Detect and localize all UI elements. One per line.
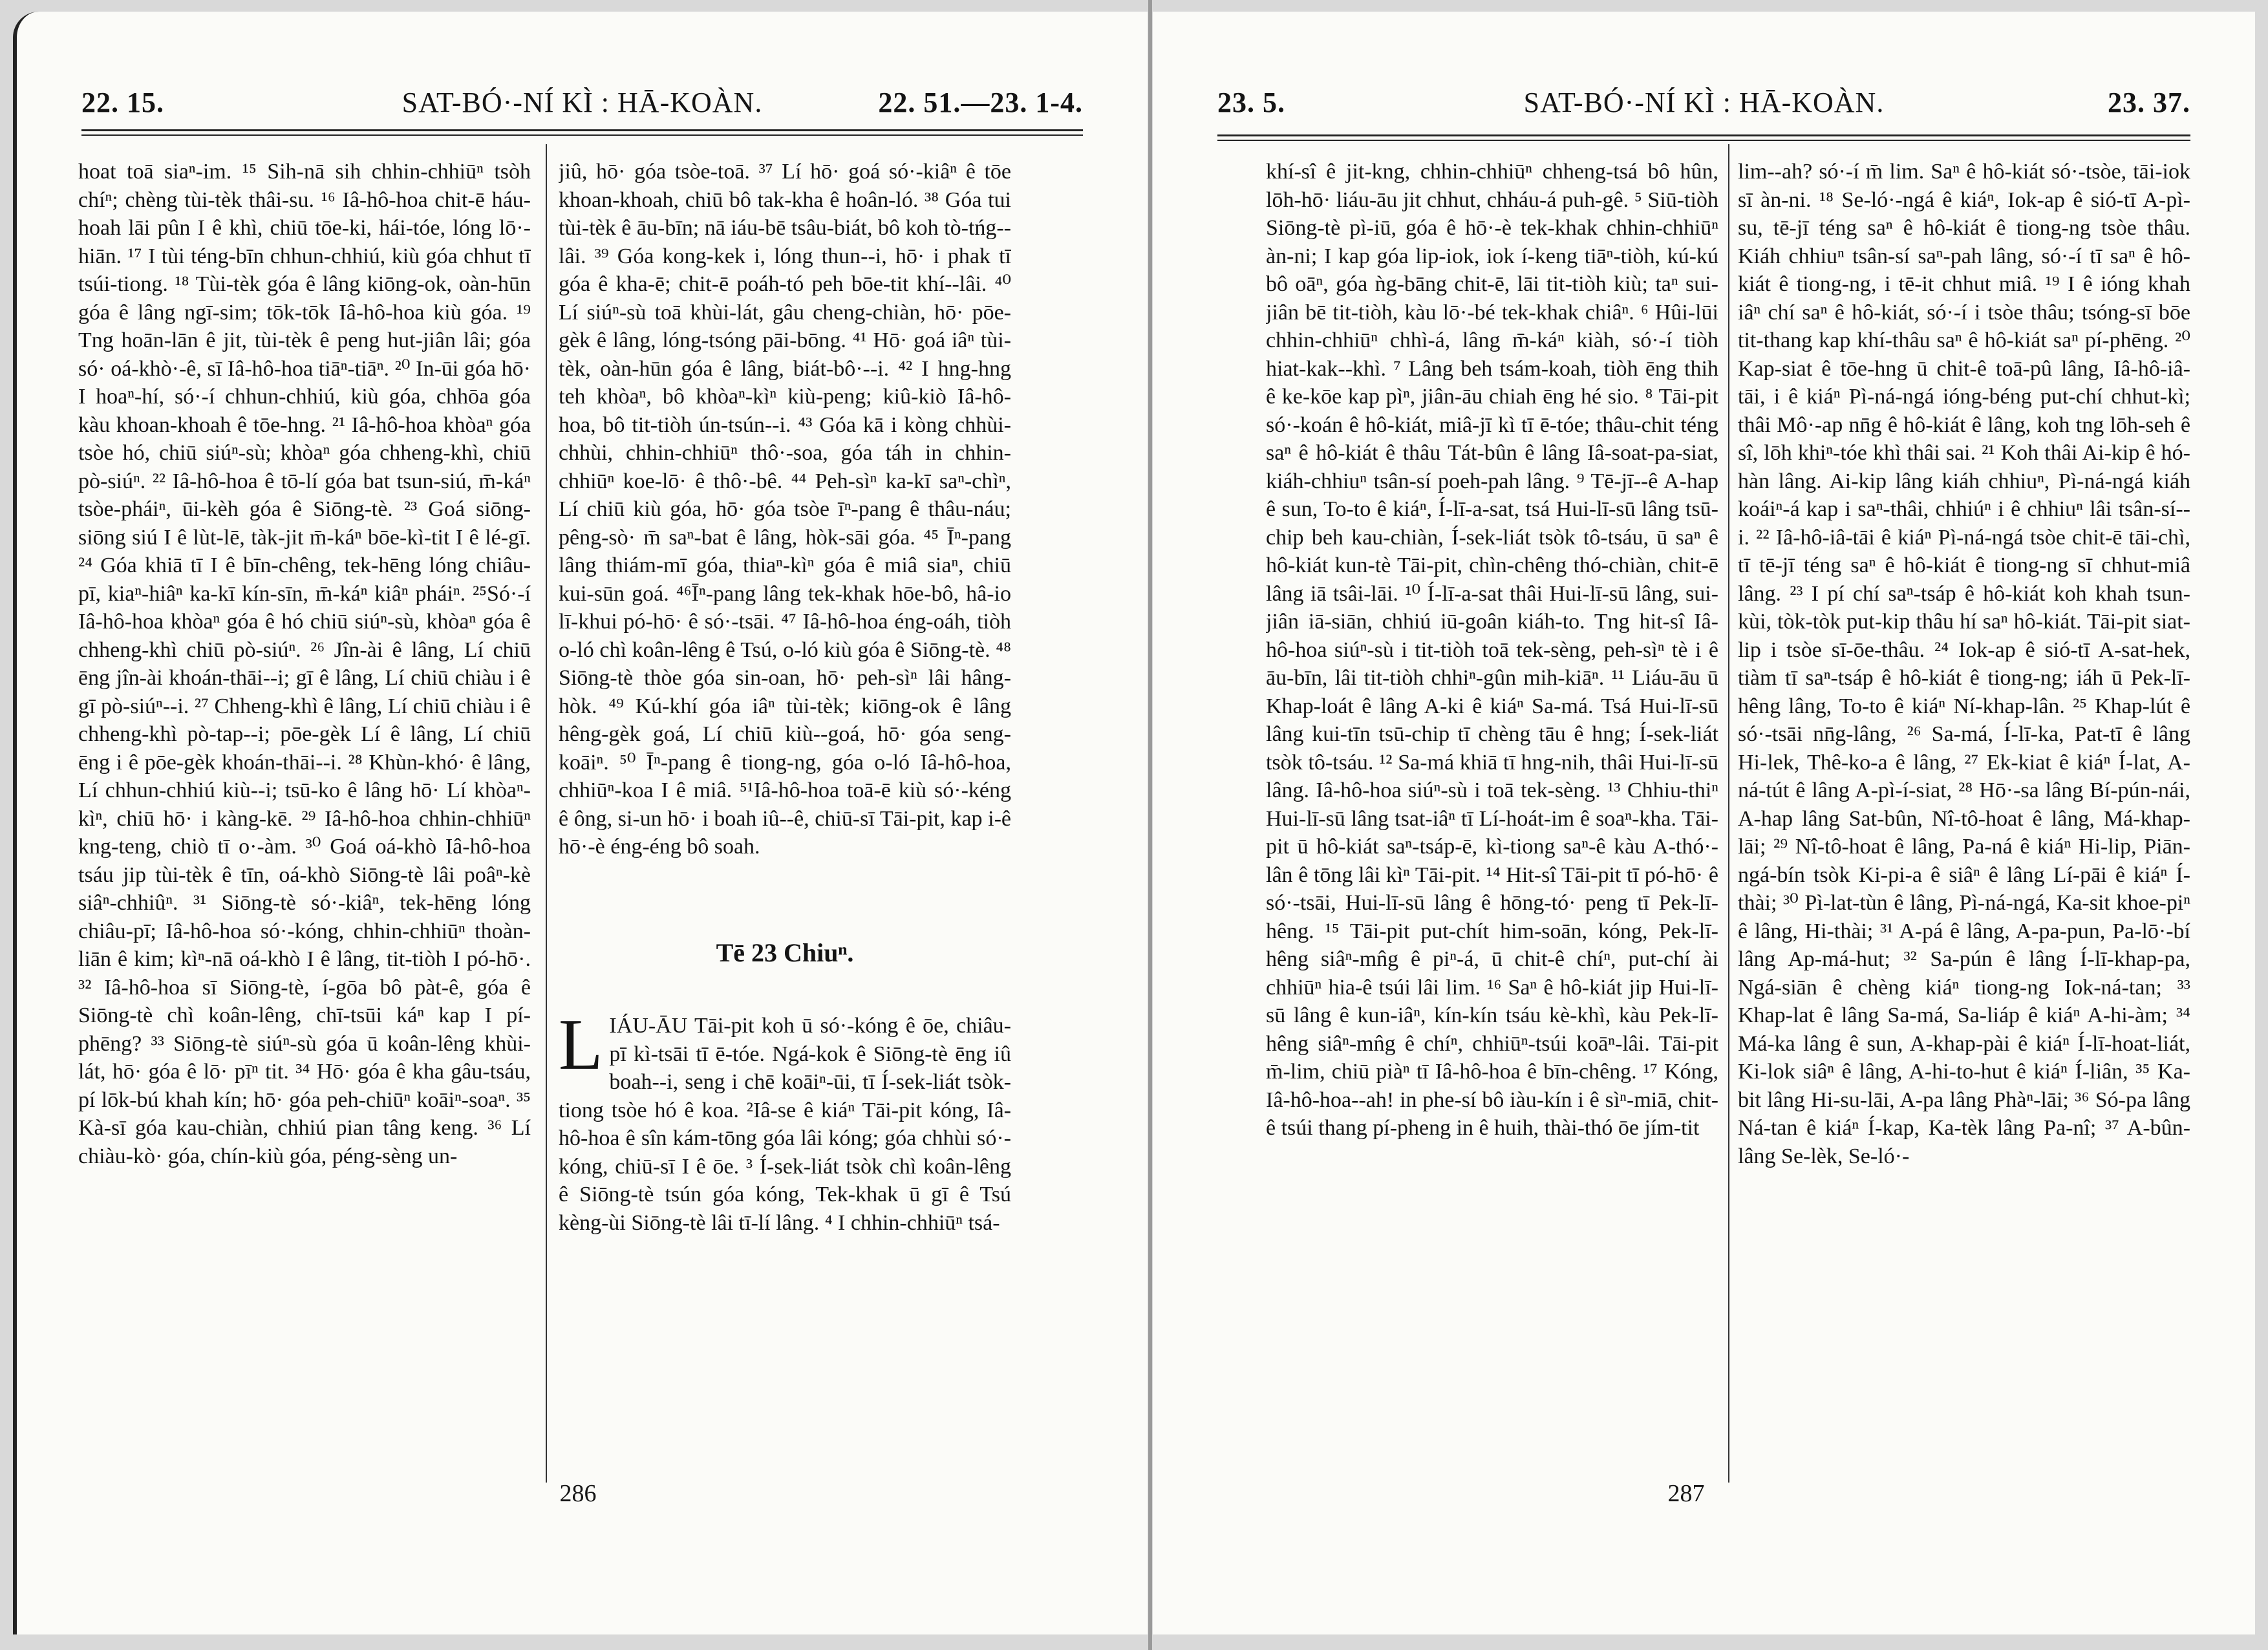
chapter-23-opening: IÁU-ĀU Tāi-pit koh ū só·-kóng ê ōe, chiâu-pī kì-tsāi tī ē-tóe. Ngá-kok ê Siōng-tè ēng iû boah--i, seng i chē koāiⁿ-ūi, tī Í-sek-liát tsòk-tiong tsòe hó ê koa. ²Iâ-se ê kiáⁿ Tāi-pit kóng, Iâ-hô-hoa ê sîn kám-tōng góa lâi kóng; góa chhùi só·-kóng, chiū-sī I ê ōe. ³ Í-sek-liát tsòk chì koân-lêng ê Siōng-tè tsún góa kóng, Tek-khak ū gī ê Tsú kèng-ùi Siōng-tè lâi tī-lí lâng. ⁴ I chhin-chhiūⁿ tsá- xyxy=(559,1014,1011,1235)
right-column-2-text: lim--ah? só·-í m̄ lim. Saⁿ ê hô-kiát só·-tsòe, tāi-iok sī àn-ni. ¹⁸ Se-ló·-ngá ê kiáⁿ, Iok-ap ê sió-tī A-pì-su, tē-jī téng saⁿ ê hô-kiát ê tiong-ng tsòe thâu. Kiáh chhiuⁿ tsân-sí saⁿ-pah lâng, só·-í tī saⁿ ê hô-kiát ê tiong-ng, i tē-it chhut miâ. ¹⁹ I ê ióng khah iâⁿ chí saⁿ ê hô-kiát, só·-í i tsòe thâu; tsóng-sī bōe tit-thang kap khí-thâu saⁿ ê hô-kiát saⁿ pí-phēng. ²⁰ Kap-siat ê tōe-hng ū chit-ê toā-pû lâng, Iâ-hô-iâ-tāi, i ê kiáⁿ Pì-ná-ngá ióng-béng put-chí chhut-kì; thâi Mô·-ap nn̄g ê hô-kiát ê lâng, koh tng lōh-seh ê sî, lōh khiⁿ-tóe khì thâi sai. ²¹ Koh thâi Ai-kip ê hó-hàn lâng. Ai-kip lâng kiáh chhiuⁿ, Pì-ná-ngá kiáh koáiⁿ-á kap i saⁿ-thâi, chhiúⁿ i ê chhiuⁿ lâi tsân-sí--i. ²² Iâ-hô-iâ-tāi ê kiáⁿ Pì-ná-ngá tsòe chit-ē tāi-chì, tī tē-jī téng saⁿ ê hô-kiát ê tiong-ng sī chhut-miâ lâng. ²³ I pí chí saⁿ-tsáp ê hô-kiát koh khah tsun-kùi, tòk-tòk put-kip thâu hí saⁿ hô-kiát. Tāi-pit siat-lip i tsòe sī-ōe-thâu. ²⁴ Iok-ap ê sió-tī A-sat-hek, tiàm tī saⁿ-tsáp ê hô-kiát ê tiong-ng; iáh ū Pek-lī-hêng lâng, To-to ê kiáⁿ Ní-khap-lân. ²⁵ Khap-lút ê só·-tsāi nn̄g-lâng, ²⁶ Sa-má, Í-lī-ka, Pat-tī ê lâng Hi-lek, Thê-ko-a ê lâng, ²⁷ Ek-kiat ê kiáⁿ Í-lat, A-ná-tút ê lâng A-pì-í-siat, ²⁸ Hō·-sa lâng Bí-pún-nái, A-hap lâng Sat-bûn, Nî-tô-hoat ê lâng, Má-khap-lāi; ²⁹ Nî-tô-hoat ê lâng, Pa-ná ê kiáⁿ Hi-lip, Piān-ngá-bín tsòk Ki-pi-a ê siâⁿ ê lâng Lí-pāi ê kiáⁿ Í-thài; ³⁰ Pì-lat-tùn ê lâng, Pì-ná-ngá, Ka-sit khoe-piⁿ ê lâng, Hi-thài; ³¹ A-pá ê lâng, A-pa-pun, Pa-lō·-bí lâng Ap-má-hut; ³² Sa-pún ê lâng Í-lī-khap-pa, Ngá-siān ê chèng kiáⁿ tiong-ng Iok-ná-tan; ³³ Khap-lat ê lâng Sa-má, Sa-liáp ê kiáⁿ A-hi-àm; ³⁴ Má-ka lâng ê sun, A-khap-pài ê kiáⁿ Í-lī-hoat-liát, Ki-lok siâⁿ ê lâng, A-hi-to-hut ê kiáⁿ Í-liân, ³⁵ Ka-bit lâng Hi-su-lāi, A-pa lâng Phàⁿ-lāi; ³⁶ Só-pa lâng Ná-tan ê kiáⁿ Í-kap, Ka-tèk lâng Pa-nî; ³⁷ A-bûn-lâng Se-lèk, Se-ló·- xyxy=(1738,160,2190,1168)
left-header-rule xyxy=(81,129,1083,131)
left-column-2 xyxy=(559,158,1011,1477)
chapter-heading: Tē 23 Chiuⁿ. xyxy=(716,938,854,967)
right-column-2 xyxy=(1738,158,2190,1477)
right-header-reference-end: 23. 37. xyxy=(2108,87,2190,118)
right-column-divider xyxy=(1728,144,1729,1483)
left-header-rule-thin xyxy=(81,134,1083,136)
right-header-title: SAT-BÓ·-NÍ KÌ : HĀ-KOÀN. xyxy=(1523,87,1885,118)
right-header-rule-thin xyxy=(1217,140,2190,141)
left-running-header xyxy=(81,79,1083,124)
left-column-2-text-b xyxy=(559,1005,1011,1237)
left-column-2-text-a: jiû, hō· góa tsòe-toā. ³⁷ Lí hō· goá só·-kiâⁿ ê tōe khoan-khoah, chiū bô tak-kha ê hoân-ló. ³⁸ Góa tui tùi-tèk ê āu-bīn; nā iáu-bē tsâu-biát, bô koh tò-tńg--lâi. ³⁹ Góa kong-kek i, lóng thun--i, hō· i phak tī góa ê kha-ē; chit-ē poáh-tó peh bōe-tit khí--lâi. ⁴⁰ Lí siúⁿ-sù toā khùi-lát, gâu cheng-chiàn, hō· pōe-gèk ê lâng, lóng-tsóng pāi-bōng. ⁴¹ Hō· goá iâⁿ tùi-tèk, oàn-hūn góa ê lâng, biát-bô·--i. ⁴² I hng-hng teh khòaⁿ, bô khòaⁿ-kìⁿ kiù-peng; kiû-kiò Iâ-hô-hoa, bô tit-tiòh ún-tsún--i. ⁴³ Góa kā i kòng chhùi-chhùi, chhin-chhiūⁿ thô·-soa, góa táh in chhin-chhiūⁿ koe-lō· ê thô·-bê. ⁴⁴ Peh-sìⁿ ka-kī saⁿ-chìⁿ, Lí chiū kiù góa, hō· góa tsòe īⁿ-pang ê thâu-náu; pêng-sò· m̄ saⁿ-bat ê lâng, hòk-sāi góa. ⁴⁵ Īⁿ-pang lâng thiám-mī góa, thiaⁿ-kìⁿ góa ê miâ siaⁿ, chiū kui-sūn goá. ⁴⁶Īⁿ-pang lâng tek-khak hōe-bô, hâ-io lī-khui pó-hō· ê só·-tsāi. ⁴⁷ Iâ-hô-hoa éng-oáh, tiòh o-ló chì koân-lêng ê Tsú, o-ló kiù góa ê Siōng-tè. ⁴⁸ Siōng-tè thòe góa sin-oan, hō· peh-sìⁿ lâi hâng-hòk. ⁴⁹ Kú-khí góa iâⁿ tùi-tèk; kiōng-ok ê lâng hêng-gèk goá, Lí chiū kiù--goá, hō· góa seng-koāiⁿ. ⁵⁰ Īⁿ-pang ê tiong-ng, góa o-ló Iâ-hô-hoa, chhiūⁿ-koa I ê miâ. ⁵¹Iâ-hô-hoa toā-ē kiù só·-kéng ê ông, si-un hō· i boah iû--ê, chiū-sī Tāi-pit, kap i-ê hō·-è éng-éng bô soah. xyxy=(559,160,1011,859)
drop-cap: L xyxy=(559,1005,603,1085)
left-page-number: 286 xyxy=(559,1480,597,1507)
left-column-1 xyxy=(78,158,531,1477)
right-running-header xyxy=(1217,79,2190,124)
book-gutter xyxy=(1148,0,1152,1650)
right-column-1-text: khí-sî ê jit-kng, chhin-chhiūⁿ chheng-tsá bô hûn, lōh-hō· liáu-āu jit chhut, chháu-á puh-gê. ⁵ Siū-tiòh Siōng-tè pì-iū, góa ê hō·-è tek-khak chhin-chhiūⁿ àn-ni; I kap góa lip-iok, iok í-keng tiāⁿ-tiòh, kú-kú bô oāⁿ, góa ǹg-bāng chit-ē, lāi tit-tiòh kiù; taⁿ sui-jiân bē tit-tiòh, kàu lō·-bé tek-khak chiâⁿ. ⁶ Hûi-lūi chhin-chhiūⁿ chhì-á, lâng m̄-káⁿ kiàh, só·-í tiòh hiat-kak--khì. ⁷ Lâng beh tsám-koah, tiòh ēng thih ê ke-kōe kap pìⁿ, jiân-āu chiah ēng hé sio. ⁸ Tāi-pit só·-koán ê hô-kiát, miâ-jī kì tī ē-tóe; thâu-chit téng saⁿ ê hô-kiát ê thâu Tát-bûn ê lâng Iâ-soat-pa-siat, kiáh-chhiuⁿ tsân-sí poeh-pah lâng. ⁹ Tē-jī--ê A-hap ê sun, To-to ê kiáⁿ, Í-lī-a-sat, tsá Hui-lī-sū lâng tsū-chip beh kau-chiàn, Í-sek-liát tsòk tô-tsáu, ū saⁿ ê hô-kiát kun-tè Tāi-pit, chìn-chêng thó-chiàn, chit-ē lâng iā tsâi-lāi. ¹⁰ Í-lī-a-sat thâi Hui-lī-sū lâng, sui-jiân iā-siān, chhiú iū-goân kiáh-to. Tng hit-sî Iâ-hô-hoa siúⁿ-sù i tit-tiòh toā tek-sèng, peh-sìⁿ tè i ê āu-bīn, lâi tit-tiòh chhiⁿ-gûn mih-kiāⁿ. ¹¹ Liáu-āu ū Khap-loát ê lâng A-ki ê kiáⁿ Sa-má. Tsá Hui-lī-sū lâng kui-tīn tsū-chip tī chèng tāu ê hng; Í-sek-liát tsòk tô-tsáu. ¹² Sa-má khiā tī hng-nih, thâi Hui-lī-sū lâng. Iâ-hô-hoa siúⁿ-sù i toā tek-sèng. ¹³ Chhiu-thiⁿ Hui-lī-sū lâng tsat-iâⁿ tī Lí-hoát-im ê soaⁿ-kha. Tāi-pit ū hô-kiát saⁿ-tsáp-ē, kì-tiong saⁿ-ê kàu A-thó·-lân ê tōng lâi kìⁿ Tāi-pit. ¹⁴ Hit-sî Tāi-pit tī pó-hō· ê só·-tsāi, Hui-lī-sū lâng ê hōng-tó· peng tī Pek-lī-hêng. ¹⁵ Tāi-pit put-chít him-soān, kóng, Pek-lī-hêng siâⁿ-mn̂g ê piⁿ-á, ū chit-ê chíⁿ, put-chí ài chhiūⁿ hia-ê tsúi lâi lim. ¹⁶ Saⁿ ê hô-kiát jip Hui-lī-sū lâng ê kun-iâⁿ, kín-kín tsáu kè-khì, kàu Pek-lī-hêng siâⁿ-mn̂g ê chíⁿ, chhiūⁿ-tsúi koāⁿ-lâi. Tāi-pit m̄-lim, chiū piàⁿ tī Iâ-hô-hoa ê bīn-chêng. ¹⁷ Kóng, Iâ-hô-hoa--ah! in phe-sí bô iàu-kín i ê sìⁿ-miā, chit-ê tsúi thang pí-pheng in ê huih, thài-thó ōe jím-tit xyxy=(1266,160,1718,1140)
right-page-number: 287 xyxy=(1667,1480,1705,1507)
right-header-reference-start: 23. 5. xyxy=(1217,87,1285,118)
left-header-title: SAT-BÓ·-NÍ KÌ : HĀ-KOÀN. xyxy=(401,87,763,118)
left-column-1-text: hoat toā siaⁿ-im. ¹⁵ Sih-nā sih chhin-chhiūⁿ tsòh chíⁿ; chèng tùi-tèk thâi-su. ¹⁶ Iâ-hô-hoa chit-ē háu-hoah lāi pûn I ê khì, chiū tōe-ki, hái-tóe, lóng lō·-hiān. ¹⁷ I tùi téng-bīn chhun-chhiú, kiù góa chhut tī tsúi-tiong. ¹⁸ Tùi-tèk góa ê lâng kiōng-ok, oàn-hūn góa ê lâng ngī-sim; tōk-tōk Iâ-hô-hoa kiù góa. ¹⁹ Tng hoān-lān ê jit, tùi-tèk ê peng hut-jiân lâi; góa só· oá-khò·-ê, sī Iâ-hô-hoa tiāⁿ-tiāⁿ. ²⁰ In-ūi góa hō· I hoaⁿ-hí, só·-í chhun-chhiú, kiù góa, chhōa góa kàu khoan-khoah ê tōe-hng. ²¹ Iâ-hô-hoa khòaⁿ góa tsòe hó, chiū siúⁿ-sù; khòaⁿ góa chheng-khì, chiū pò-siúⁿ. ²² Iâ-hô-hoa ê tō-lí góa bat tsun-siú, m̄-káⁿ tsòe-pháiⁿ, ūi-kèh góa ê Siōng-tè. ²³ Goá siōng-siōng siú I ê lùt-lē, tàk-jit m̄-káⁿ bōe-kì-tit I ê lé-gī. ²⁴ Góa khiā tī I ê bīn-chêng, tek-hēng lóng chiâu-pī, kiaⁿ-hiâⁿ ka-kī kín-sīn, m̄-káⁿ kiâⁿ pháiⁿ. ²⁵Só·-í Iâ-hô-hoa khòaⁿ góa ê hó chiū siúⁿ-sù, khòaⁿ góa ê chheng-khì chiū pò-siúⁿ. ²⁶ Jîn-ài ê lâng, Lí chiū ēng jîn-ài khoán-thāi--i; gī ê lâng, Lí chiū chiàu i ê gī pò-siúⁿ--i. ²⁷ Chheng-khì ê lâng, Lí chiū chiàu i ê chheng-khì pò-tap--i; pōe-gèk Lí ê lâng, Lí chiū ēng i ê pōe-gèk khoán-thāi--i. ²⁸ Khùn-khó· ê lâng, Lí chhun-chhiú kiù--i; tsū-ko ê lâng hō· Lí khòaⁿ-kìⁿ, chiū hō· i kàng-kē. ²⁹ Iâ-hô-hoa chhin-chhiūⁿ kng-teng, chiò tī o·-àm. ³⁰ Goá oá-khò Iâ-hô-hoa tsáu jip tùi-tèk ê tīn, oá-khò Siōng-tè lâi poâⁿ-kè siâⁿ-chhiûⁿ. ³¹ Siōng-tè só·-kiâⁿ, tek-hēng lóng chiâu-pī; Iâ-hô-hoa só·-kóng, chhin-chhiūⁿ thoàn-liān ê kim; kìⁿ-nā oá-khò I ê lâng, tit-tiòh I pó-hō·. ³² Iâ-hô-hoa sī Siōng-tè, í-gōa bô pàt-ê, góa ê Siōng-tè chì koân-lêng, chī-tsūi káⁿ kap I pí-phēng? ³³ Siōng-tè siúⁿ-sù góa ū koân-lêng khùi-lát, hō· góa ê lō· pīⁿ tit. ³⁴ Hō· góa ê kha gâu-tsáu, pí lōk-bú khah kín; hō· góa peh-chiūⁿ koāiⁿ-soaⁿ. ³⁵ Kà-sī góa kau-chiàn, chhiú pian tâng keng. ³⁶ Lí chiàu-kò· góa, chín-kiù góa, péng-sèng un- xyxy=(78,160,531,1168)
right-header-rule xyxy=(1217,134,2190,136)
left-header-reference-start: 22. 15. xyxy=(81,87,164,118)
right-page xyxy=(1153,12,2255,1634)
left-page xyxy=(13,12,1148,1634)
left-header-reference-end: 22. 51.—23. 1-4. xyxy=(878,87,1083,118)
left-column-divider xyxy=(546,144,547,1483)
right-column-1 xyxy=(1266,158,1718,1477)
